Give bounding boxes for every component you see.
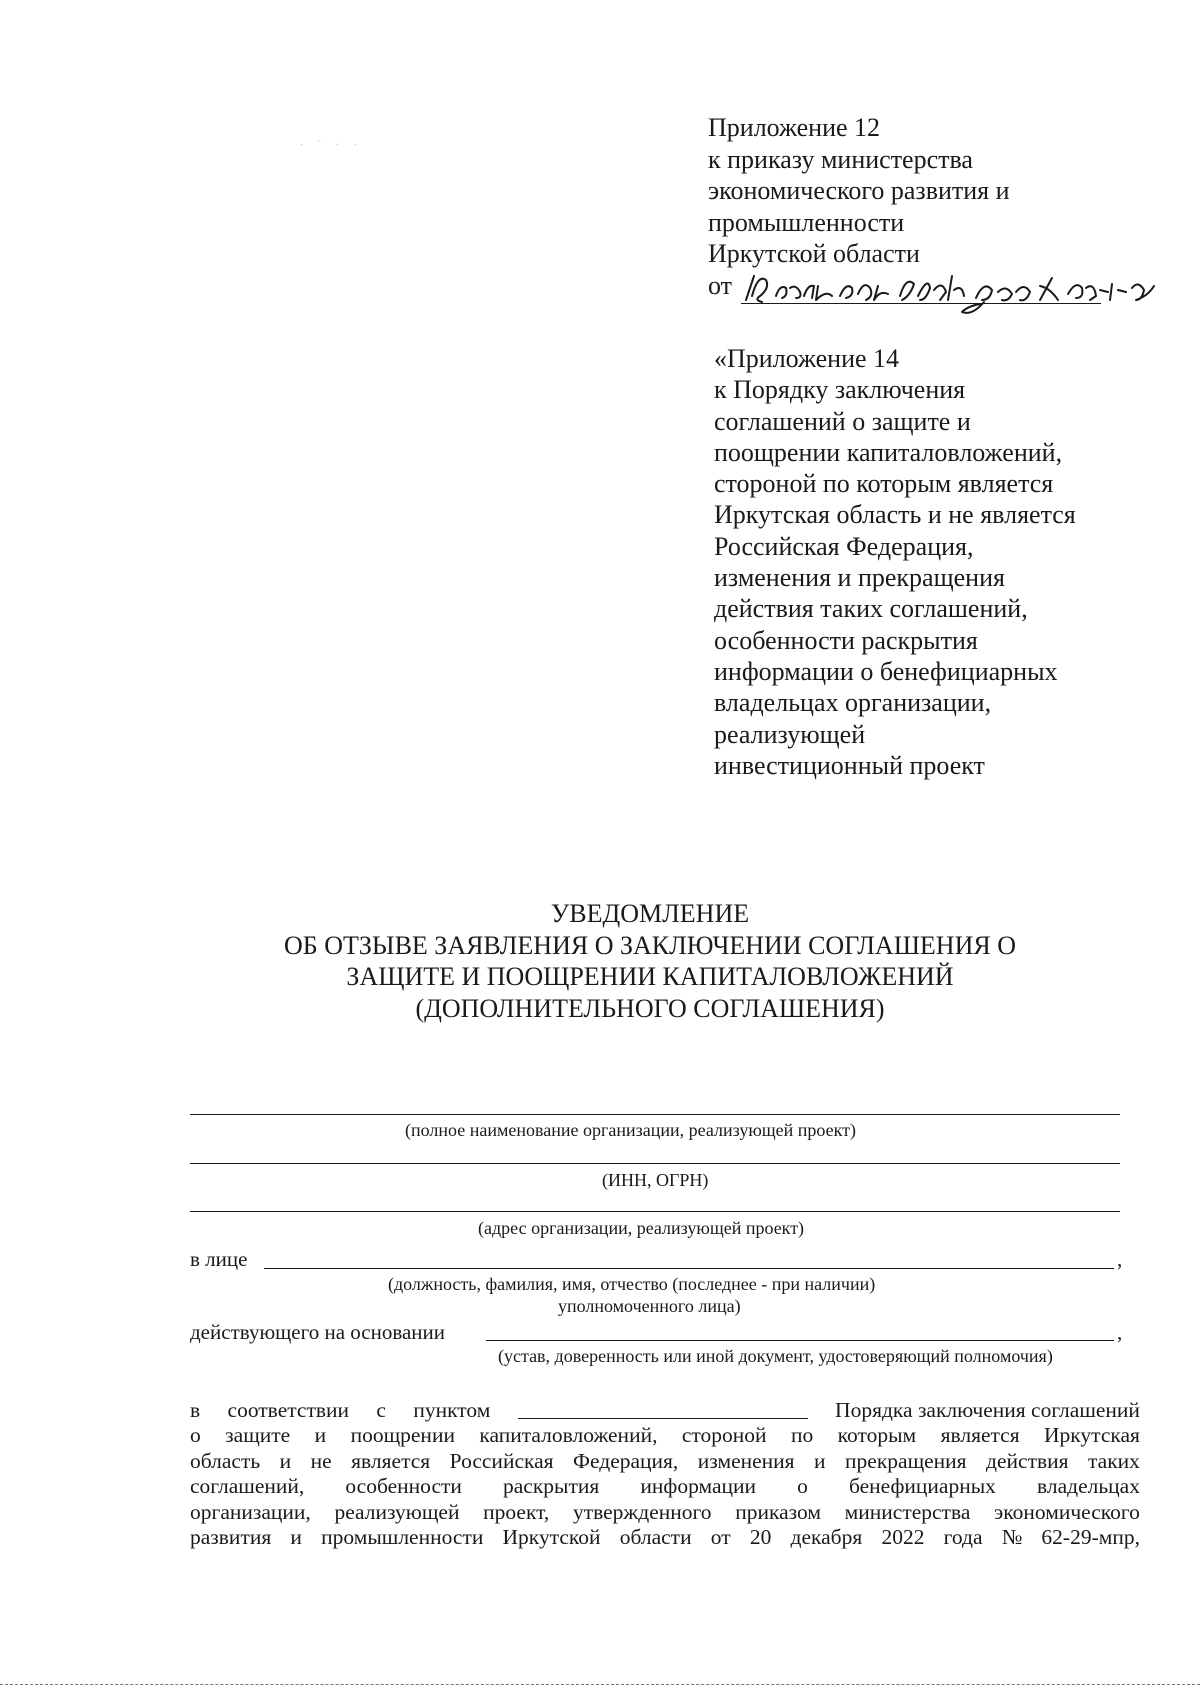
word: Иркутская [1044,1423,1140,1448]
word: раскрытия [503,1474,600,1499]
word: 20 [749,1525,772,1550]
word: Федерация, [573,1448,679,1473]
order-date-line [708,270,1010,302]
representative-field[interactable] [264,1268,1114,1269]
word: организации, [190,1499,311,1524]
word: и [290,1525,302,1550]
representative-caption: (должность, фамилия, имя, отчество (последнее - при наличии) [388,1274,876,1294]
basis-label: действующего на основании [190,1320,446,1344]
word: действия [986,1448,1069,1473]
annex-header-main [708,112,1010,301]
word: пунктом [413,1398,491,1422]
word: от [710,1525,731,1550]
page-edge-divider [0,1684,1200,1685]
word: таких [1088,1448,1140,1473]
word: года [943,1525,983,1550]
word: не [310,1448,332,1473]
annex-sub-line: соглашений о защите и [714,406,971,436]
word: Российская [449,1448,554,1473]
body-line [190,1449,1140,1474]
clause-number-field[interactable] [518,1398,808,1419]
annex-sub-line: реализующей [714,719,866,749]
title-line: (ДОПОЛНИТЕЛЬНОГО СОГЛАШЕНИЯ) [415,993,885,1023]
in-person-label: в лице [190,1247,248,1271]
basis-field[interactable] [486,1340,1114,1341]
word: владельцах [1037,1474,1140,1499]
annex-sub-line: «Приложение 14 [714,344,900,373]
word: промышленности [321,1525,484,1550]
word: развития [190,1525,272,1550]
body-line [190,1525,1140,1550]
word: защите [225,1423,291,1448]
annex-sub-line: поощрении капиталовложений, [714,437,1063,467]
title-line: ЗАЩИТЕ И ПООЩРЕНИИ КАПИТАЛОВЛОЖЕНИЙ [346,962,954,991]
word: реализующей [334,1499,460,1524]
word: соответствии [227,1398,350,1422]
word: по [790,1423,814,1448]
word: стороной [681,1423,767,1448]
scan-artifact: · ` · · [300,140,363,151]
word: приказом [735,1499,821,1524]
inn-ogrn-field[interactable] [190,1163,1120,1164]
word: и [814,1448,826,1473]
body-line [190,1423,1140,1448]
comma: , [1117,1247,1123,1271]
word: прекращения [845,1448,967,1473]
word: бенефициарных [848,1474,996,1499]
word: утвержденного [572,1499,712,1524]
inn-ogrn-caption: (ИНН, ОГРН) [602,1170,709,1190]
body-line [190,1398,1140,1423]
annex-text-line: экономического развития и [708,176,1010,205]
annex-sub-line: изменения и прекращения [714,563,1005,593]
word: Иркутской [502,1525,601,1550]
word: область [190,1448,261,1473]
title-line: ОБ ОТЗЫВЕ ЗАЯВЛЕНИЯ О ЗАКЛЮЧЕНИИ СОГЛАШЕНИЯ О [284,930,1016,960]
word: 2022 [881,1525,925,1550]
word: проект, [483,1499,550,1524]
annex-sub-line: инвестиционный проект [714,750,985,780]
annex-text-line: к приказу министерства [708,144,973,174]
word: которым [837,1423,917,1448]
word: особенности [345,1474,462,1499]
word: о [190,1423,201,1448]
word: и [314,1423,327,1448]
word: с [376,1398,386,1422]
word: о [797,1474,808,1499]
annex-sub-line: особенности раскрытия [714,625,978,655]
annex-number: Приложение 12 [708,113,881,142]
body-paragraph [190,1398,1140,1550]
word: является [351,1448,431,1473]
annex-sub-line: к Порядку заключения [714,375,966,405]
basis-caption: (устав, доверенность или иной документ, удостоверяющий полномочия) [498,1346,1053,1366]
word: декабря [790,1525,863,1550]
annex-sub-line: стороной по которым является [714,469,1054,499]
document-title [150,898,1150,1024]
address-caption: (адрес организации, реализующей проект) [478,1218,805,1238]
address-field[interactable] [190,1211,1120,1212]
annex-sub-line: Российская Федерация, [714,531,974,561]
annex-text-line: промышленности [708,207,905,237]
word: № [1001,1525,1023,1550]
annex-sub-line: действия таких соглашений, [714,594,1028,624]
annex-text-line: Иркутской области [708,239,920,268]
annex-sub-line: владельцах организации, [714,688,992,718]
word: является [940,1423,1020,1448]
word: министерства [844,1499,971,1524]
word: в [190,1398,201,1422]
body-line [190,1500,1140,1525]
word: капиталовложений, [479,1423,658,1448]
word: соглашений, [190,1474,305,1499]
date-prefix: от [708,270,733,300]
body-text: Порядка заключения соглашений [835,1398,1140,1422]
annex-sub-line: Иркутская область и не является [714,500,1076,530]
handwritten-date-signature [740,266,1160,318]
word: и [279,1448,292,1473]
word: информации [640,1474,757,1499]
word: изменения [697,1448,795,1473]
org-name-caption: (полное наименование организации, реализующей проект) [405,1120,856,1140]
comma: , [1117,1320,1123,1344]
title-line: УВЕДОМЛЕНИЕ [550,899,750,928]
org-name-field[interactable] [190,1114,1120,1115]
word: поощрении [350,1423,455,1448]
word: 62-29-мпр, [1041,1525,1140,1550]
word: области [619,1525,692,1550]
annex-sub-line: информации о бенефициарных [714,656,1058,686]
body-line [190,1474,1140,1499]
representative-caption-2: уполномоченного лица) [558,1296,741,1316]
word: экономического [994,1499,1140,1524]
annex-header-sub [714,343,1076,781]
